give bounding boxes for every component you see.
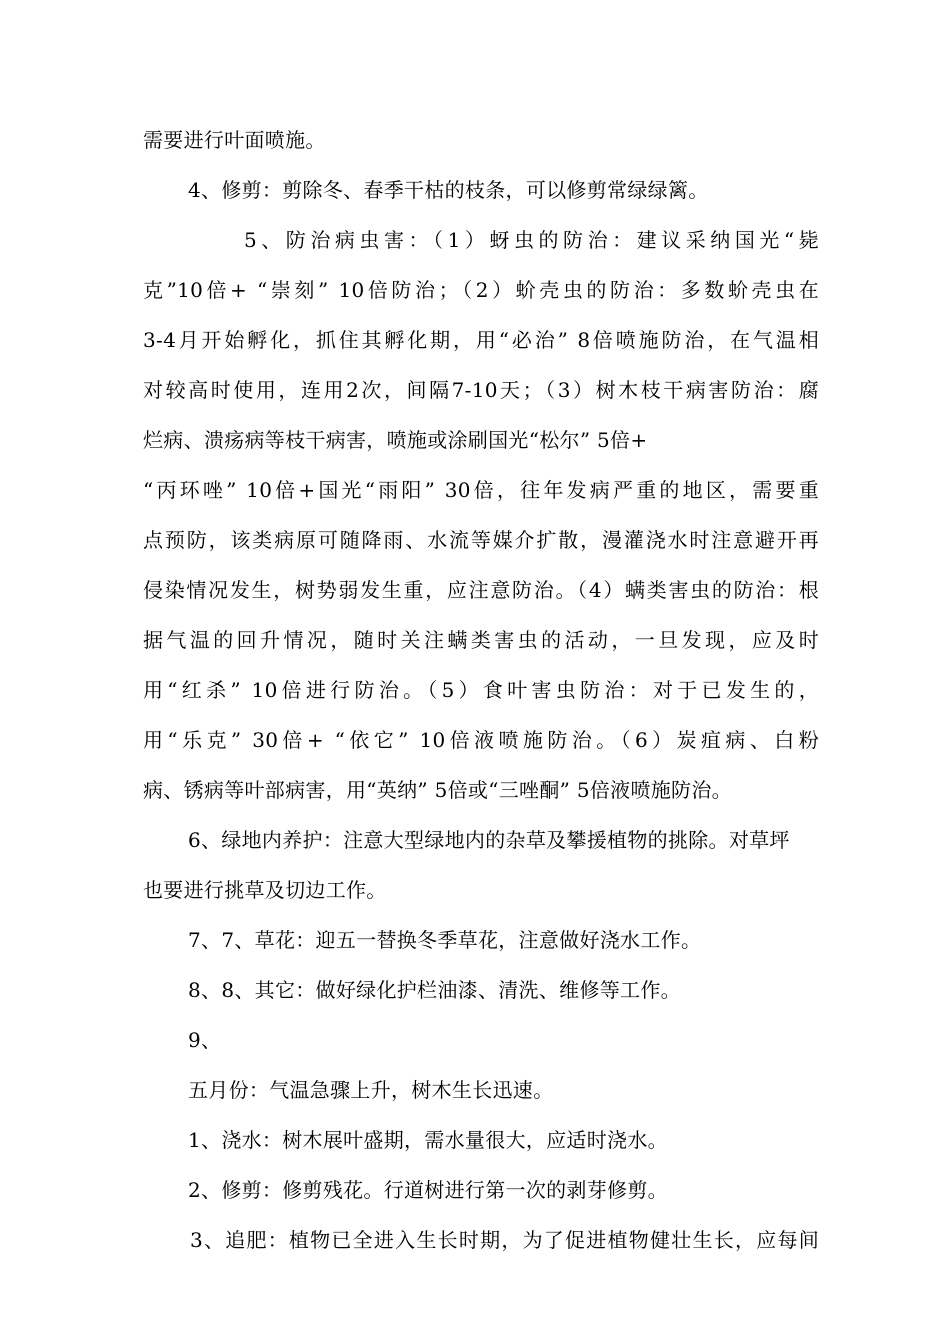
text-line: 6、绿地内养护：注意大型绿地内的杂草及攀援植物的挑除。对草坪 [188, 828, 790, 852]
text-line: 用“乐克” 30倍+ “依它” 10倍液喷施防治。（6）炭疽病、白粉 [143, 728, 819, 752]
text-line: 五月份：气温急骤上升，树木生长迅速。 [188, 1078, 554, 1102]
text-line: 9、 [188, 1028, 222, 1052]
text-line: 7、7、草花：迎五一替换冬季草花，注意做好浇水工作。 [188, 928, 702, 952]
text-line: 烂病、溃疡病等枝干病害，喷施或涂刷国光“松尔” 5倍+ [143, 428, 648, 452]
text-line: 病、锈病等叶部病害，用“英纳” 5倍或“三唑酮” 5倍液喷施防治。 [143, 778, 732, 802]
text-line: 克”10倍+ “崇刻” 10倍防治；（2）蚧壳虫的防治：多数蚧壳虫在 [143, 278, 819, 302]
text-line: 4、修剪：剪除冬、春季干枯的枝条，可以修剪常绿绿篱。 [188, 178, 709, 202]
text-line: 3、追肥：植物已全进入生长时期，为了促进植物健壮生长，应每间 [190, 1228, 819, 1252]
text-line: 3-4月开始孵化，抓住其孵化期，用“必治” 8倍喷施防治，在气温相 [143, 328, 819, 352]
text-line: 1、浇水：树木展叶盛期，需水量很大，应适时浇水。 [188, 1128, 668, 1152]
text-line: 用“红杀” 10倍进行防治。（5）食叶害虫防治：对于已发生的， [143, 678, 819, 702]
text-line: 8、8、其它：做好绿化护栏油漆、清洗、维修等工作。 [188, 978, 681, 1002]
text-line: 2、修剪：修剪残花。行道树进行第一次的剥芽修剪。 [188, 1178, 668, 1202]
text-line: 5、防治病虫害：（1）蚜虫的防治：建议采纳国光“毙 [244, 228, 819, 252]
text-line: “丙环唑” 10倍+国光“雨阳” 30倍，往年发病严重的地区，需要重 [143, 478, 819, 502]
text-line: 侵染情况发生，树势弱发生重，应注意防治。（4）螨类害虫的防治：根 [143, 578, 819, 602]
text-line: 点预防，该类病原可随降雨、水流等媒介扩散，漫灌浇水时注意避开再 [143, 528, 819, 552]
text-line: 也要进行挑草及切边工作。 [143, 878, 387, 902]
text-line: 据气温的回升情况，随时关注螨类害虫的活动，一旦发现，应及时 [143, 628, 819, 652]
text-line: 需要进行叶面喷施。 [143, 128, 326, 152]
text-line: 对较高时使用，连用2次，间隔7-10天；（3）树木枝干病害防治：腐 [143, 378, 819, 402]
